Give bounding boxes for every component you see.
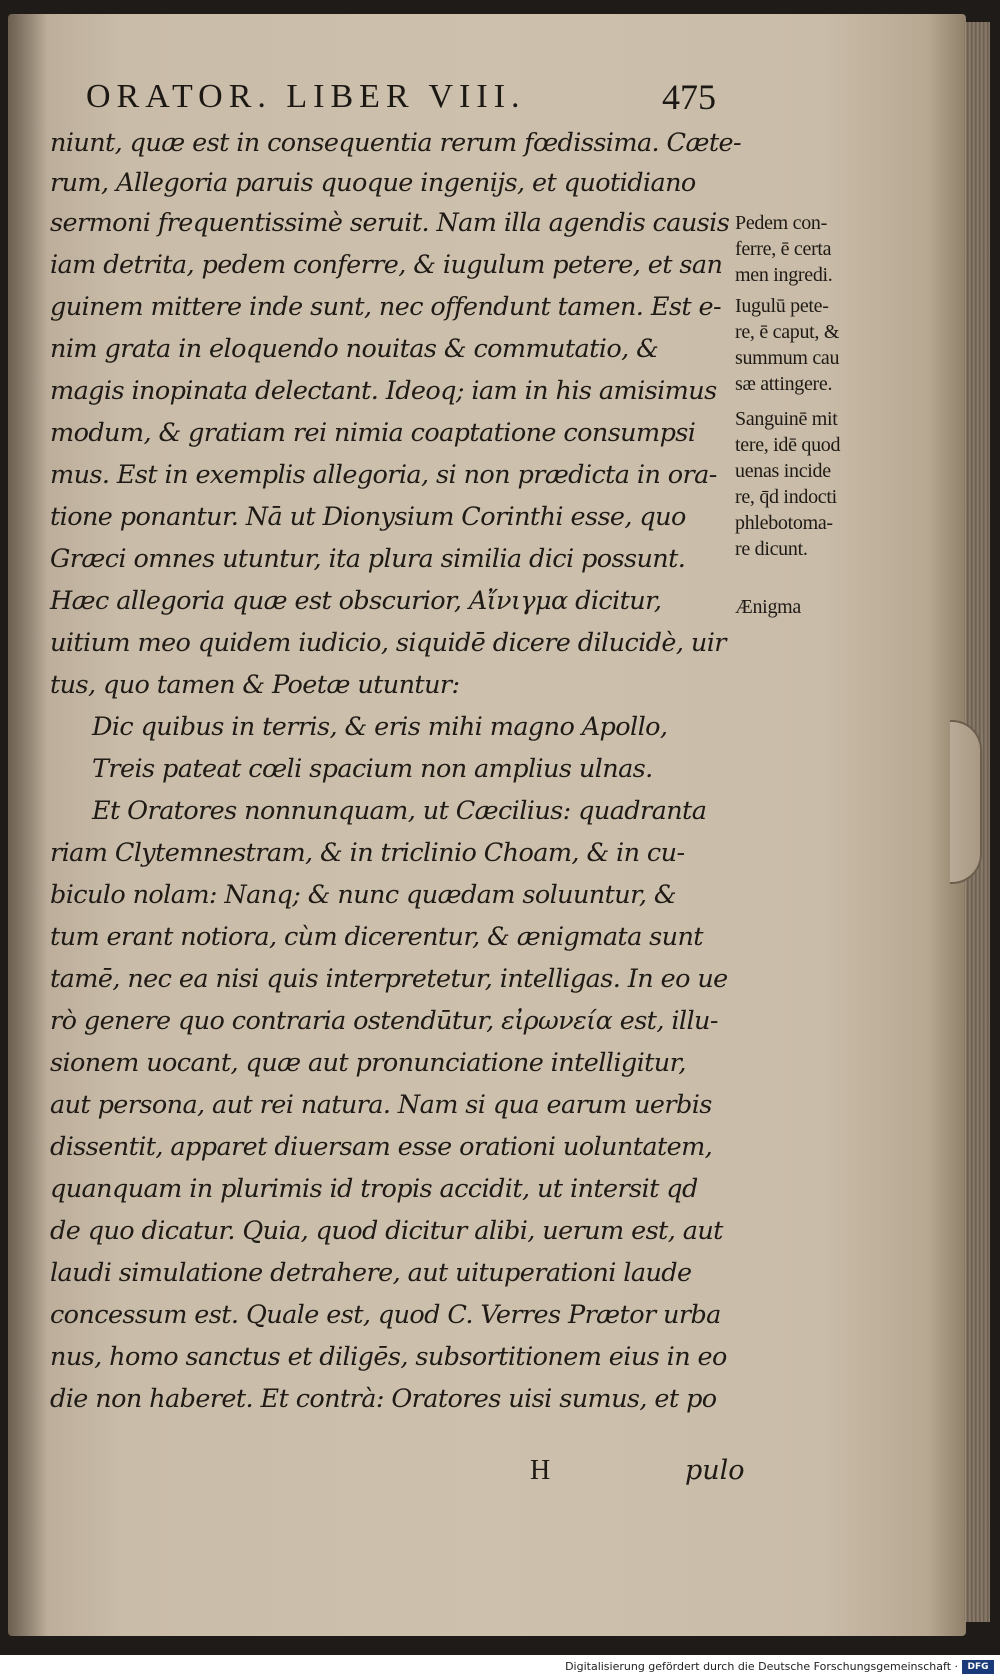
verse-line: Dic quibus in terris, & eris mihi magno Apollo, [92,712,668,742]
text-line: laudi simulatione detrahere, aut uituperationi laude [50,1258,692,1288]
text-line: niunt, quæ est in consequentia rerum fœdissima. Cæte- [50,128,741,158]
page-number: 475 [662,77,716,117]
text-line: Græci omnes utuntur, ita plura similia dici possunt. [50,544,686,574]
gutter-shadow [8,14,48,1636]
text-line: tus, quo tamen & Poetæ utuntur: [50,670,460,700]
text-line: concessum est. Quale est, quod C. Verres Prætor urba [50,1300,721,1330]
margin-note-line: uenas incide [735,460,831,482]
margin-note-line: ferre, ē certa [735,238,832,260]
text-line: Et Oratores nonnunquam, ut Cæcilius: quadranta [92,796,707,826]
text-line: Hæc allegoria quæ est obscurior, Αἴνιγμα dicitur, [50,586,662,616]
text-line: sermoni frequentissimè seruit. Nam illa agendis causis [50,208,730,238]
text-line: uitium meo quidem iudicio, siquidē dicere dilucidè, uir [50,628,726,658]
text-line: modum, & gratiam rei nimia coaptatione consumpsi [50,418,696,448]
text-line: sionem uocant, quæ aut pronunciatione intelligitur, [50,1048,686,1078]
margin-note-line: Sanguinē mit [735,408,838,430]
text-line: mus. Est in exemplis allegoria, si non prædicta in ora- [50,460,717,490]
text-line: magis inopinata delectant. Ideoq; iam in his amisimus [50,376,717,406]
margin-note-line: phlebotoma- [735,512,833,534]
text-line: biculo nolam: Nanq; & nunc quædam soluuntur, & [50,880,676,910]
text-line: de quo dicatur. Quia, quod dicitur alibi, uerum est, aut [50,1216,723,1246]
margin-note-line: re, q̄d indocti [735,486,837,508]
text-line: guinem mittere inde sunt, nec offendunt tamen. Est e- [50,292,721,322]
verse-line: Treis pateat cœli spacium non amplius ulnas. [92,754,653,784]
catchword: pulo [685,1455,745,1486]
text-line: nim grata in eloquendo nouitas & commutatio, & [50,334,659,364]
running-title: ORATOR. LIBER VIII. [86,78,526,115]
text-line: rò genere quo contraria ostendūtur, εἰρωνεία est, illu- [50,1006,718,1036]
margin-note-line: Pedem con- [735,212,827,234]
text-line: nus, homo sanctus et diligēs, subsortitionem eius in eo [50,1342,727,1372]
footer-bar [0,1655,1000,1680]
text-line: tum erant notiora, cùm dicerentur, & ænigmata sunt [50,922,703,952]
text-line: aut persona, aut rei natura. Nam si qua earum uerbis [50,1090,712,1120]
dfg-logo: DFG [962,1660,994,1674]
text-line: tione ponantur. Nā ut Dionysium Corinthi esse, quo [50,502,686,532]
margin-note-line: men ingredi. [735,264,833,286]
text-line: riam Clytemnestram, & in triclinio Choam, & in cu- [50,838,685,868]
text-line: quanquam in plurimis id tropis accidit, ut intersit qd [50,1174,698,1204]
margin-note-aenigma: Ænigma [735,596,801,618]
text-line: tamē, nec ea nisi quis interpretetur, intelligas. In eo ue [50,964,728,994]
margin-note-line: sæ attingere. [735,373,833,395]
margin-note-line: Iugulū pete- [735,295,829,317]
text-line: iam detrita, pedem conferre, & iugulum petere, et san [50,250,723,280]
margin-note-line: tere, idē quod [735,434,841,456]
footer-credit: Digitalisierung gefördert durch die Deutsche Forschungsgemeinschaft · [565,1660,958,1673]
margin-note-line: re, ē caput, & [735,321,840,343]
margin-note-line: re dicunt. [735,538,808,560]
book-clasp [950,720,982,884]
text-line: die non haberet. Et contrà: Oratores uisi sumus, et po [50,1384,717,1414]
text-line: rum, Allegoria paruis quoque ingenijs, et quotidiano [50,168,696,198]
signature-mark: H [530,1455,551,1486]
margin-note-line: summum cau [735,347,840,369]
text-line: dissentit, apparet diuersam esse orationi uoluntatem, [50,1132,713,1162]
